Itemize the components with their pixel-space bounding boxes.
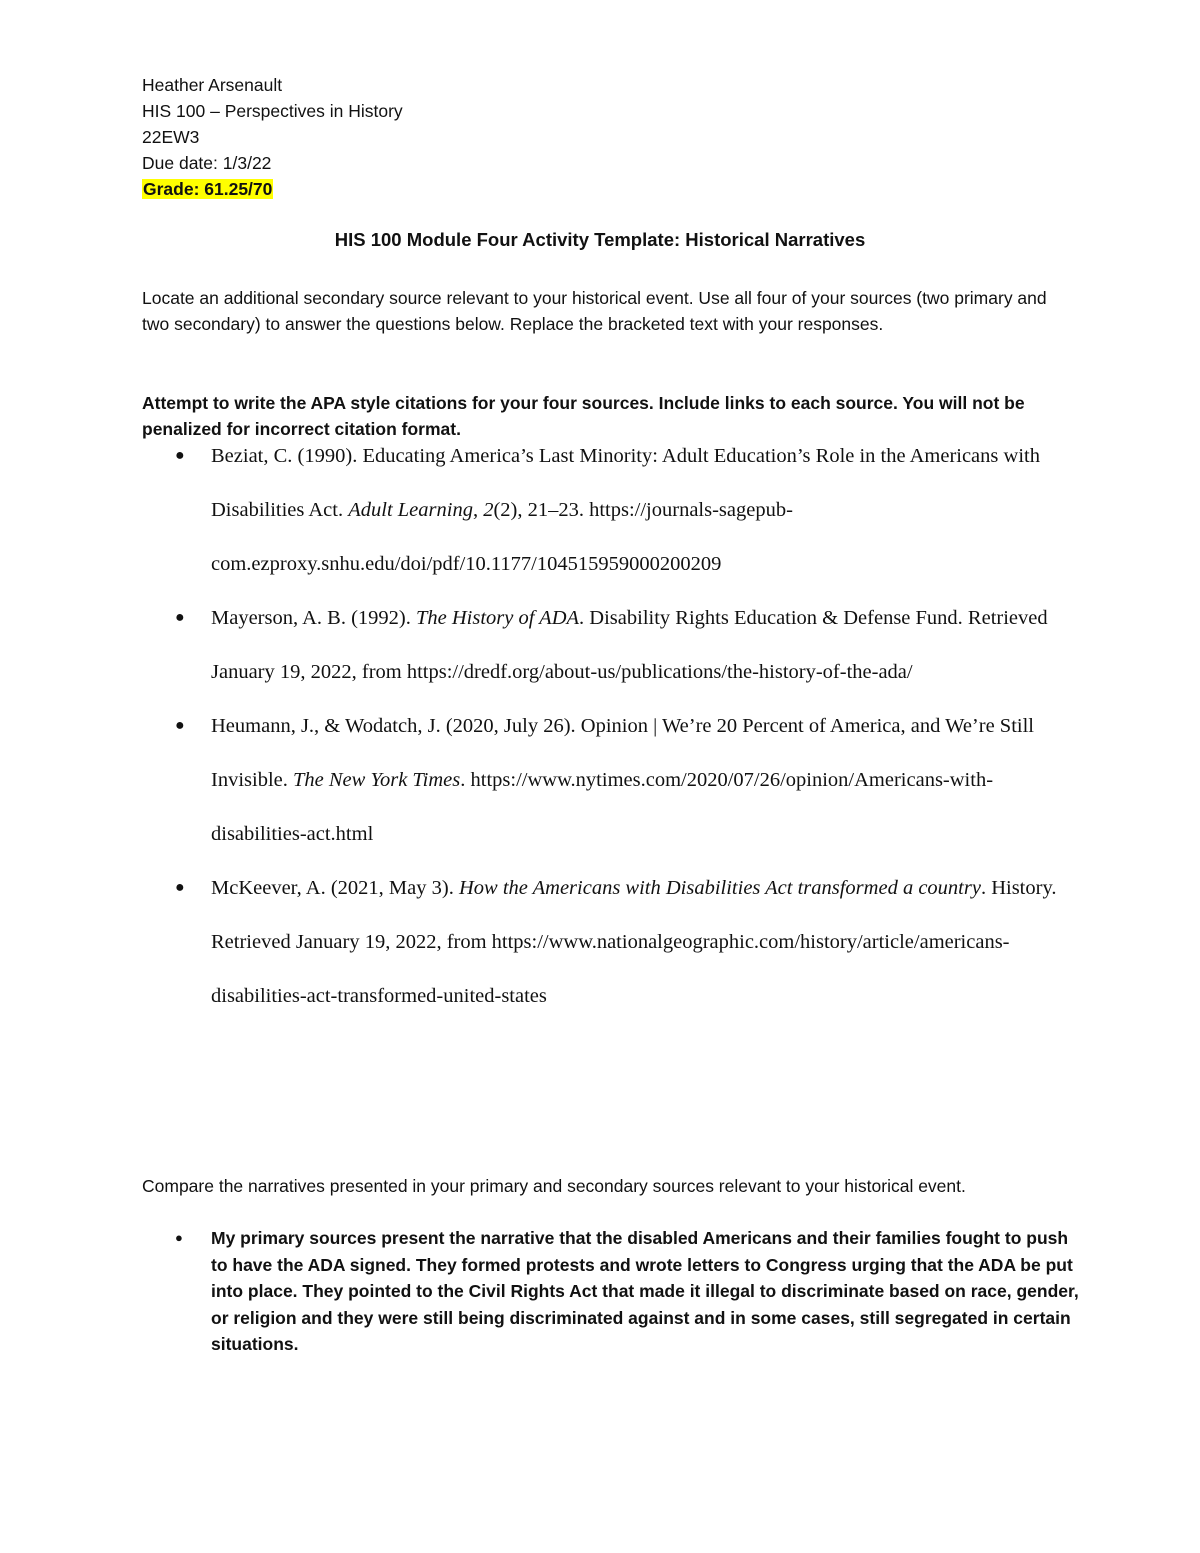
citation-item <box>142 591 1082 699</box>
citation-list <box>142 429 1082 1023</box>
citation-item <box>142 699 1082 861</box>
citation-volume: 2 <box>483 499 494 521</box>
due-date: Due date: 1/3/22 <box>142 153 272 173</box>
bullet-icon: ● <box>175 717 185 734</box>
answer-item <box>142 1225 1082 1358</box>
instructions-paragraph: Locate an additional secondary source relevant to your historical event. Use all four of your sources (two primary and two secondary) to answer the questions below. Replace the bracketed text with your responses. <box>142 288 1047 334</box>
citation-item <box>142 861 1082 1023</box>
answer-text: My primary sources present the narrative that the disabled Americans and their families fought to push to have the ADA signed. They formed protests and wrote letters to Congress urging that the ADA be put into place. They pointed to the Civil Rights Act that made it illegal to discriminate based on race, gender, or religion and they were still being discriminated against and in some cases, still segregated in certain situations. <box>211 1228 1079 1354</box>
citation-text: . History. Retrieved January 19, 2022, from https://www.nationalgeographic.com/history/article/americans-disabilities-act-transformed-united-states <box>211 877 1057 1007</box>
citation-prompt: Attempt to write the APA style citations for your four sources. Include links to each source. You will not be penalized for incorrect citation format. <box>142 393 1025 439</box>
citation-text: . https://www.nytimes.com/2020/07/26/opinion/Americans-with-disabilities-act.html <box>211 769 994 845</box>
citation-title: How the Americans with Disabilities Act transformed a country <box>458 877 981 899</box>
bullet-icon: ● <box>175 1230 183 1245</box>
citation-title: The History of ADA <box>415 607 580 629</box>
compare-prompt: Compare the narratives presented in your primary and secondary sources relevant to your historical event. <box>142 1176 966 1196</box>
citation-journal: Adult Learning <box>348 499 473 521</box>
bullet-icon: ● <box>175 447 185 464</box>
citation-text: (2), 21–23. https://journals-sagepub-com.ezproxy.snhu.edu/doi/pdf/10.1177/104515959000200209 <box>211 499 793 575</box>
bullet-icon: ● <box>175 609 185 626</box>
citation-text: Mayerson, A. B. (1992). <box>211 607 416 629</box>
citation-text: . Disability Rights Education & Defense Fund. Retrieved January 19, 2022, from https://dredf.org/about-us/publications/the-history-of-the-ada/ <box>211 607 1048 683</box>
course-name: HIS 100 – Perspectives in History <box>142 101 403 121</box>
citation-item <box>142 429 1082 591</box>
bullet-icon: ● <box>175 879 185 896</box>
student-header <box>142 72 403 202</box>
grade-highlight: Grade: 61.25/70 <box>143 179 273 199</box>
student-name: Heather Arsenault <box>142 75 283 95</box>
citation-publication: The New York Times <box>293 769 461 791</box>
citation-text: Heumann, J., & Wodatch, J. (2020, July 26). Opinion | We’re 20 Percent of America, and We’re Still Invisible. <box>211 715 1034 791</box>
section-code: 22EW3 <box>142 127 200 147</box>
citation-text: Beziat, C. (1990). Educating America’s Last Minority: Adult Education’s Role in the Americans with Disabilities Act. <box>211 445 1040 521</box>
citation-text: , <box>472 499 484 521</box>
page-title: HIS 100 Module Four Activity Template: Historical Narratives <box>334 229 866 250</box>
citation-text: McKeever, A. (2021, May 3). <box>211 877 459 899</box>
answer-list <box>142 1225 1082 1358</box>
